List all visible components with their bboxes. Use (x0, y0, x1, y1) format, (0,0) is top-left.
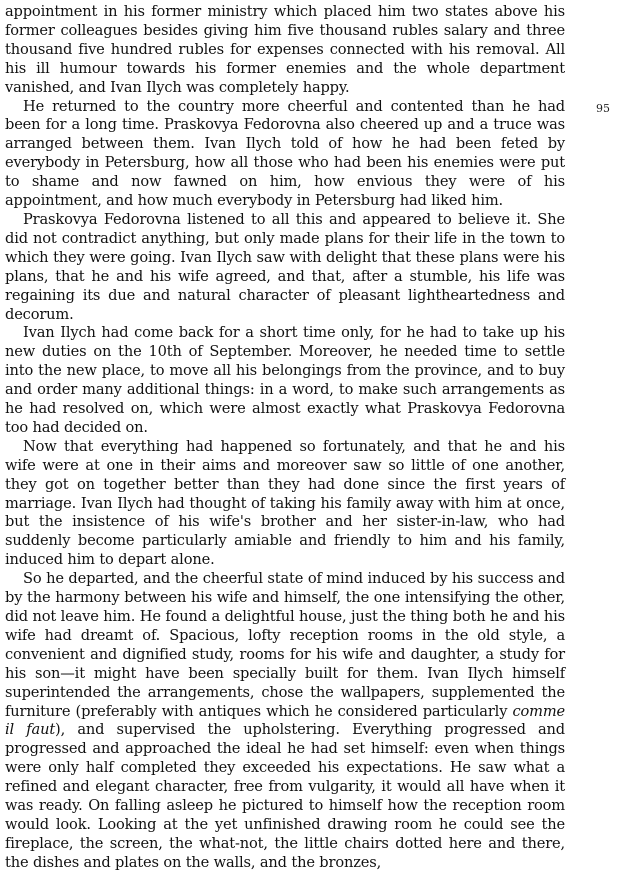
paragraph-text-part: ), and supervised the upholstering. Everything progressed and progressed and approached the ideal he had set himself: even when things were only half completed they exceeded his expectations. He saw what a refined and elegant character, free from vulgarity, it would all have when it was ready. On falling asleep he pictured to himself how the reception room would look. Looking at the yet unfinished drawing room he could see the fireplace, the screen, the what-not, the little chairs dotted here and there, the dishes and plates on the walls, and the bronzes, (5, 721, 565, 871)
paragraph-continued: appointment in his former ministry which placed him two states above his former colleagues besides giving him five thousand rubles salary and three thousand five hundred rubles for expenses connected with his removal. All his ill humour towards his former enemies and the whole department vanished, and Ivan Ilych was completely happy. (5, 3, 565, 96)
page-number: 95 (596, 102, 610, 115)
body-text (5, 3, 565, 873)
paragraph: Ivan Ilych had come back for a short time only, for he had to take up his new duties on the 10th of September. Moreover, he needed time to settle into the new place, to move all his belongings from the province, and to buy and order many additional things: in a word, to make such arrangements as he had resolved on, which were almost exactly what Praskovya Fedorovna too had decided on. (5, 324, 565, 436)
italic-phrase: comme il faut (5, 702, 565, 739)
paragraph: Praskovya Fedorovna listened to all this and appeared to believe it. She did not contradict anything, but only made plans for their life in the town to which they were going. Ivan Ilych saw with delight that these plans were his plans, that he and his wife agreed, and that, after a stumble, his life was regaining its due and natural character of pleasant lightheartedness and decorum. (5, 210, 565, 323)
paragraph: Now that everything had happened so fortunately, and that he and his wife were at one in their aims and moreover saw so little of one another, they got on together better than they had done since the first years of marriage. Ivan Ilych had thought of taking his family away with him at once, but the insistence of his wife's brother and her sister-in-law, who had suddenly become particularly amiable and friendly to him and his family, induced him to depart alone. (5, 437, 565, 569)
paragraph: He returned to the country more cheerful and contented than he had been for a long time. Praskovya Fedorovna also cheered up and a truce was arranged between them. Ivan Ilych told of how he had been feted by everybody in Petersburg, how all those who had been his enemies were put to shame and now fawned on him, how envious they were of his appointment, and how much everybody in Petersburg had liked him. (5, 97, 565, 210)
paragraph-text-part: So he departed, and the cheerful state of mind induced by his success and by the harmony between his wife and himself, the one intensifying the other, did not leave him. He found a delightful house, just the thing both he and his wife had dreamt of. Spacious, lofty reception rooms in the old style, a convenient and dignified study, rooms for his wife and daughter, a study for his son—it might have been specially built for them. Ivan Ilych himself superintended the arrangements, chose the wallpapers, supplemented the furniture (preferably with antiques which he considered particularly (5, 570, 565, 720)
paragraph-last (5, 570, 565, 873)
